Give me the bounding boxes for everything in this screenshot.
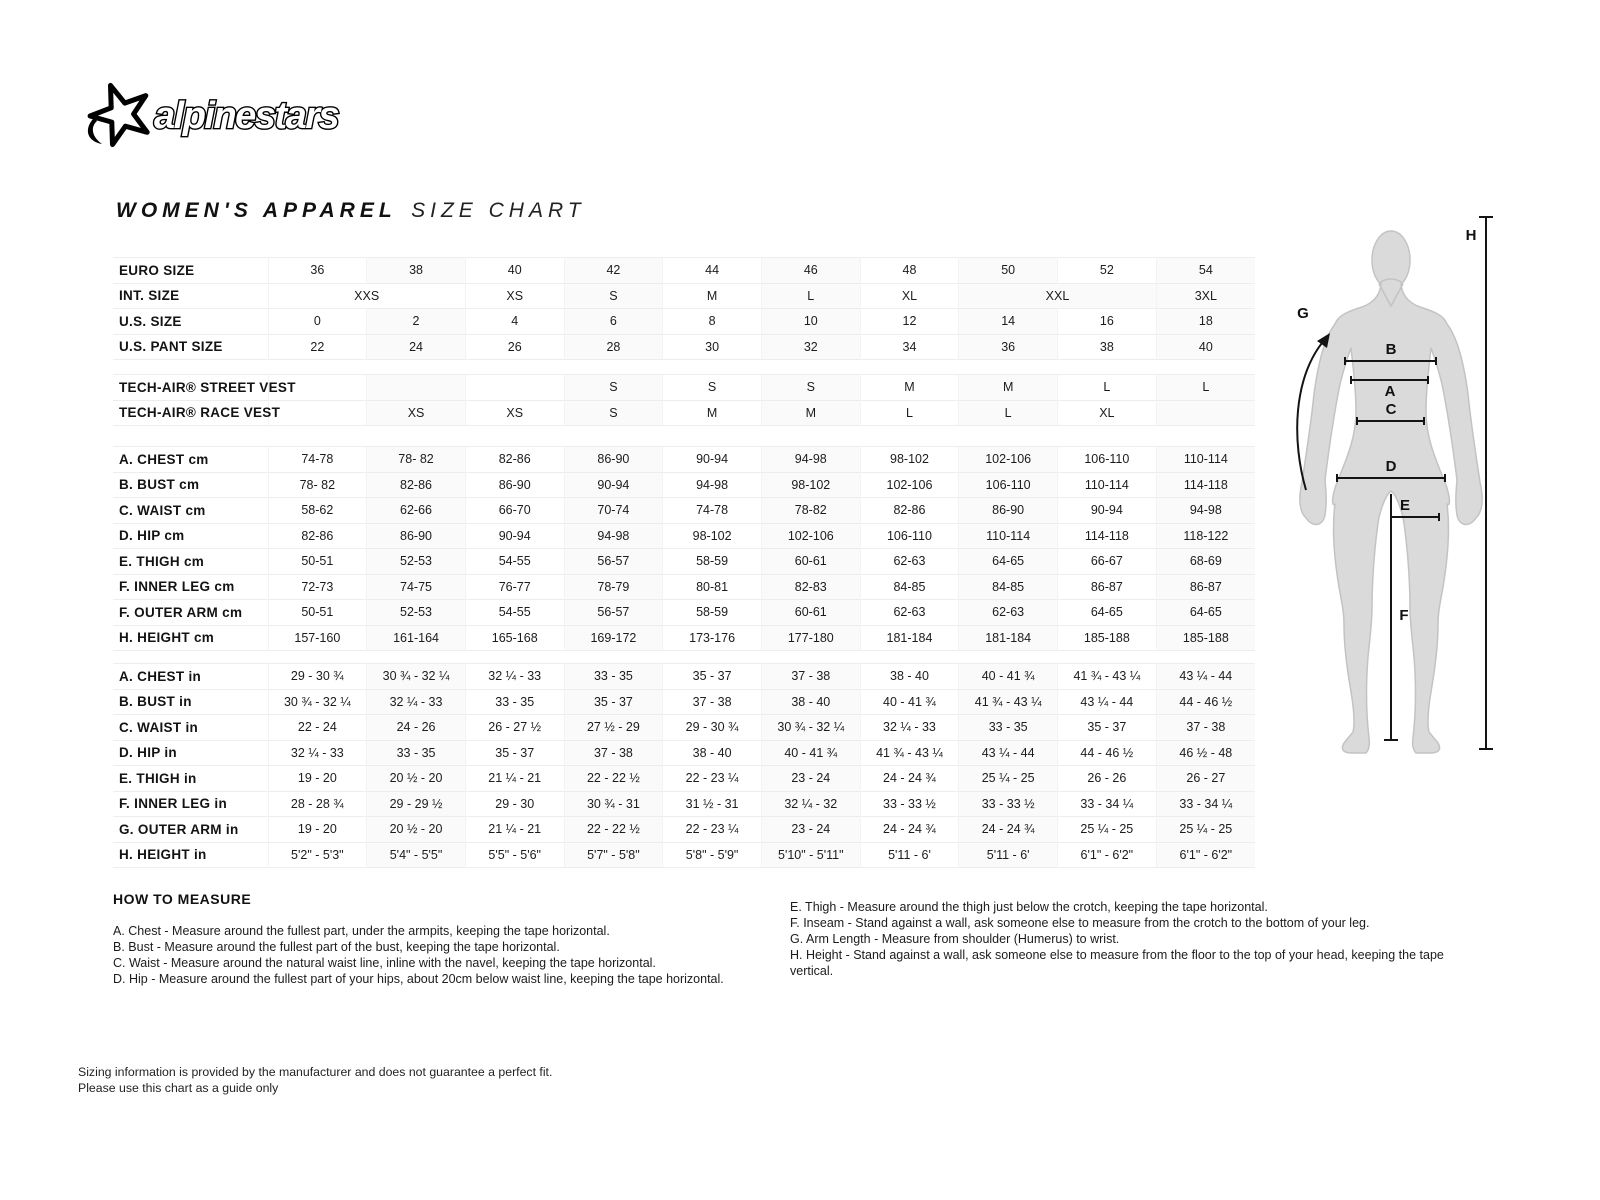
measure-instruction: G. Arm Length - Measure from shoulder (Humerus) to wrist. bbox=[790, 932, 1120, 946]
how-to-measure-left bbox=[113, 891, 833, 987]
table-row bbox=[113, 447, 1255, 473]
size-cell: XXS bbox=[268, 283, 465, 309]
size-cell: 5'11 - 6' bbox=[959, 842, 1058, 868]
size-cell: 18 bbox=[1156, 309, 1255, 335]
size-cell: 56-57 bbox=[564, 600, 663, 626]
row-label: EURO SIZE bbox=[119, 262, 195, 278]
size-cell: 41 ¾ - 43 ¼ bbox=[860, 740, 959, 766]
size-cell: 24 - 24 ¾ bbox=[959, 817, 1058, 843]
how-to-measure-right bbox=[790, 899, 1478, 979]
size-cell: 5'4" - 5'5" bbox=[367, 842, 466, 868]
size-cell: 46 ½ - 48 bbox=[1156, 740, 1255, 766]
row-label: TECH-AIR® RACE VEST bbox=[119, 405, 281, 421]
size-cell: 6'1" - 6'2" bbox=[1058, 842, 1157, 868]
row-label: C. WAIST in bbox=[119, 719, 199, 735]
size-cell: 33 - 35 bbox=[465, 689, 564, 715]
table-row bbox=[113, 472, 1255, 498]
size-cell: 66-67 bbox=[1058, 549, 1157, 575]
size-cell: 33 - 34 ¼ bbox=[1058, 791, 1157, 817]
size-cell: 98-102 bbox=[663, 523, 762, 549]
size-cell: 86-87 bbox=[1156, 574, 1255, 600]
table-row bbox=[113, 309, 1255, 335]
size-cell: 43 ¼ - 44 bbox=[1156, 664, 1255, 690]
size-cell: 62-63 bbox=[860, 600, 959, 626]
page-title-main: WOMEN'S APPAREL bbox=[116, 199, 397, 222]
size-cell: 74-75 bbox=[367, 574, 466, 600]
size-cell: 64-65 bbox=[959, 549, 1058, 575]
table-row bbox=[113, 400, 1255, 426]
size-cell: 24 bbox=[367, 334, 466, 360]
table-row bbox=[113, 740, 1255, 766]
size-cell: 52 bbox=[1058, 258, 1157, 284]
size-cell: 94-98 bbox=[1156, 498, 1255, 524]
size-cell bbox=[465, 375, 564, 401]
size-cell: 106-110 bbox=[860, 523, 959, 549]
size-cell bbox=[268, 400, 367, 426]
size-cell: 185-188 bbox=[1156, 625, 1255, 651]
label-hip: D bbox=[1385, 458, 1397, 475]
size-cell: 37 - 38 bbox=[761, 664, 860, 690]
size-cell: 90-94 bbox=[465, 523, 564, 549]
size-cell: 44 bbox=[663, 258, 762, 284]
size-cell: 33 - 35 bbox=[367, 740, 466, 766]
size-cell: L bbox=[1058, 375, 1157, 401]
size-cell: S bbox=[564, 283, 663, 309]
size-cell: 22 bbox=[268, 334, 367, 360]
size-cell: 98-102 bbox=[860, 447, 959, 473]
table-row bbox=[113, 817, 1255, 843]
disclaimer-line1: Sizing information is provided by the manufacturer and does not guarantee a perfect fit. bbox=[78, 1065, 553, 1079]
size-cell: 84-85 bbox=[959, 574, 1058, 600]
size-cell: 28 bbox=[564, 334, 663, 360]
size-cell: 86-90 bbox=[367, 523, 466, 549]
size-cell: 161-164 bbox=[367, 625, 466, 651]
size-cell: 20 ½ - 20 bbox=[367, 766, 466, 792]
size-table-tech-air bbox=[113, 374, 1255, 426]
size-cell: 38 - 40 bbox=[761, 689, 860, 715]
table-row bbox=[113, 791, 1255, 817]
size-cell: 6'1" - 6'2" bbox=[1156, 842, 1255, 868]
size-cell: 48 bbox=[860, 258, 959, 284]
size-cell: 38 - 40 bbox=[663, 740, 762, 766]
row-label: F. INNER LEG in bbox=[119, 796, 228, 812]
row-label: G. OUTER ARM in bbox=[119, 821, 239, 837]
size-cell: S bbox=[663, 375, 762, 401]
row-label: F. INNER LEG cm bbox=[119, 579, 235, 595]
page-title-sub: SIZE CHART bbox=[411, 199, 586, 222]
size-cell: 36 bbox=[959, 334, 1058, 360]
size-cell: 50 bbox=[959, 258, 1058, 284]
size-cell: 32 ¼ - 33 bbox=[860, 715, 959, 741]
size-cell: 54 bbox=[1156, 258, 1255, 284]
body-measurement-diagram bbox=[1272, 212, 1496, 772]
size-cell: 32 ¼ - 32 bbox=[761, 791, 860, 817]
size-cell: 3XL bbox=[1156, 283, 1255, 309]
size-cell: 32 ¼ - 33 bbox=[367, 689, 466, 715]
size-table-cm bbox=[113, 446, 1255, 651]
size-cell: 16 bbox=[1058, 309, 1157, 335]
size-cell: 82-86 bbox=[465, 447, 564, 473]
size-cell: 30 bbox=[663, 334, 762, 360]
row-label: U.S. SIZE bbox=[119, 313, 182, 329]
size-cell: 157-160 bbox=[268, 625, 367, 651]
size-cell: 24 - 24 ¾ bbox=[860, 817, 959, 843]
size-cell: 78- 82 bbox=[367, 447, 466, 473]
size-cell: 12 bbox=[860, 309, 959, 335]
table-row bbox=[113, 766, 1255, 792]
size-cell: 6 bbox=[564, 309, 663, 335]
size-cell: 78- 82 bbox=[268, 472, 367, 498]
size-cell: 76-77 bbox=[465, 574, 564, 600]
size-cell: 82-86 bbox=[860, 498, 959, 524]
size-cell: 23 - 24 bbox=[761, 817, 860, 843]
size-cell: L bbox=[761, 283, 860, 309]
size-cell: 21 ¼ - 21 bbox=[465, 766, 564, 792]
size-cell: 14 bbox=[959, 309, 1058, 335]
row-label: H. HEIGHT cm bbox=[119, 630, 215, 646]
size-cell: 102-106 bbox=[959, 447, 1058, 473]
size-cell: 5'8" - 5'9" bbox=[663, 842, 762, 868]
size-cell bbox=[367, 375, 466, 401]
size-cell: 64-65 bbox=[1156, 600, 1255, 626]
size-cell: 24 - 26 bbox=[367, 715, 466, 741]
table-row bbox=[113, 523, 1255, 549]
size-cell: 86-87 bbox=[1058, 574, 1157, 600]
size-cell: 29 - 30 ¾ bbox=[268, 664, 367, 690]
size-cell: 5'11 - 6' bbox=[860, 842, 959, 868]
disclaimer bbox=[78, 1064, 552, 1096]
size-cell: 86-90 bbox=[959, 498, 1058, 524]
size-cell: 20 ½ - 20 bbox=[367, 817, 466, 843]
size-cell: 62-63 bbox=[959, 600, 1058, 626]
size-table-sizes bbox=[113, 257, 1255, 360]
size-cell: 74-78 bbox=[268, 447, 367, 473]
measure-instruction: D. Hip - Measure around the fullest part of your hips, about 20cm below waist line, keeping the tape horizontal. bbox=[113, 972, 724, 986]
size-cell: 44 - 46 ½ bbox=[1156, 689, 1255, 715]
size-cell: S bbox=[564, 375, 663, 401]
size-cell: M bbox=[761, 400, 860, 426]
size-cell: 22 - 24 bbox=[268, 715, 367, 741]
size-cell: 5'5" - 5'6" bbox=[465, 842, 564, 868]
size-cell: 40 bbox=[1156, 334, 1255, 360]
size-cell: 90-94 bbox=[1058, 498, 1157, 524]
size-cell: 94-98 bbox=[564, 523, 663, 549]
size-cell: XS bbox=[465, 283, 564, 309]
measure-instruction: H. Height - Stand against a wall, ask someone else to measure from the floor to the top of your head, keeping the tape vertical. bbox=[790, 948, 1444, 978]
row-label: TECH-AIR® STREET VEST bbox=[119, 379, 296, 395]
size-cell: 30 ¾ - 32 ¼ bbox=[367, 664, 466, 690]
table-row bbox=[113, 625, 1255, 651]
size-cell: S bbox=[761, 375, 860, 401]
size-cell: M bbox=[959, 375, 1058, 401]
size-cell: 40 bbox=[465, 258, 564, 284]
row-label: B. BUST cm bbox=[119, 477, 200, 493]
row-label: A. CHEST cm bbox=[119, 451, 209, 467]
size-cell: 5'10" - 5'11" bbox=[761, 842, 860, 868]
size-cell: 58-59 bbox=[663, 549, 762, 575]
table-row bbox=[113, 498, 1255, 524]
size-cell: 52-53 bbox=[367, 549, 466, 575]
size-cell bbox=[1156, 400, 1255, 426]
size-cell: 33 - 33 ½ bbox=[860, 791, 959, 817]
size-cell: 60-61 bbox=[761, 600, 860, 626]
size-cell: 82-86 bbox=[367, 472, 466, 498]
size-cell: 4 bbox=[465, 309, 564, 335]
measure-instructions-e-h bbox=[790, 899, 1478, 979]
table-row bbox=[113, 600, 1255, 626]
size-cell: 29 - 30 bbox=[465, 791, 564, 817]
size-cell: XS bbox=[367, 400, 466, 426]
size-cell: 25 ¼ - 25 bbox=[1058, 817, 1157, 843]
table-row bbox=[113, 842, 1255, 868]
size-cell: 114-118 bbox=[1156, 472, 1255, 498]
table-row bbox=[113, 549, 1255, 575]
size-cell: 40 - 41 ¾ bbox=[761, 740, 860, 766]
measure-instruction: C. Waist - Measure around the natural waist line, inline with the navel, keeping the tape horizontal. bbox=[113, 956, 656, 970]
size-cell: 106-110 bbox=[1058, 447, 1157, 473]
row-label: C. WAIST cm bbox=[119, 502, 206, 518]
size-cell: XXL bbox=[959, 283, 1156, 309]
size-cell: 32 ¼ - 33 bbox=[268, 740, 367, 766]
size-cell: 90-94 bbox=[564, 472, 663, 498]
size-cell: 25 ¼ - 25 bbox=[959, 766, 1058, 792]
size-cell: 43 ¼ - 44 bbox=[1058, 689, 1157, 715]
size-cell: 58-62 bbox=[268, 498, 367, 524]
row-label: H. HEIGHT in bbox=[119, 847, 207, 863]
size-cell: 21 ¼ - 21 bbox=[465, 817, 564, 843]
table-row bbox=[113, 375, 1255, 401]
size-cell: 86-90 bbox=[465, 472, 564, 498]
size-cell: 82-86 bbox=[268, 523, 367, 549]
size-cell: 40 - 41 ¾ bbox=[860, 689, 959, 715]
alpinestars-logo bbox=[80, 74, 400, 152]
size-cell: 22 - 23 ¼ bbox=[663, 817, 762, 843]
size-cell: 36 bbox=[268, 258, 367, 284]
size-cell: 19 - 20 bbox=[268, 817, 367, 843]
size-cell: 78-79 bbox=[564, 574, 663, 600]
size-cell: 28 - 28 ¾ bbox=[268, 791, 367, 817]
size-cell: 90-94 bbox=[663, 447, 762, 473]
size-cell: 82-83 bbox=[761, 574, 860, 600]
size-cell: 118-122 bbox=[1156, 523, 1255, 549]
size-cell: 60-61 bbox=[761, 549, 860, 575]
row-label: D. HIP cm bbox=[119, 528, 185, 544]
size-cell: 64-65 bbox=[1058, 600, 1157, 626]
size-cell: 72-73 bbox=[268, 574, 367, 600]
row-label: E. THIGH in bbox=[119, 770, 197, 786]
label-height: H bbox=[1465, 227, 1477, 244]
disclaimer-line2: Please use this chart as a guide only bbox=[78, 1081, 279, 1095]
size-cell: 177-180 bbox=[761, 625, 860, 651]
size-cell: 110-114 bbox=[1058, 472, 1157, 498]
size-cell: 44 - 46 ½ bbox=[1058, 740, 1157, 766]
size-cell: 38 bbox=[1058, 334, 1157, 360]
table-row bbox=[113, 258, 1255, 284]
size-cell: 5'7" - 5'8" bbox=[564, 842, 663, 868]
size-cell: 37 - 38 bbox=[1156, 715, 1255, 741]
size-cell: 50-51 bbox=[268, 549, 367, 575]
size-cell: 38 bbox=[367, 258, 466, 284]
size-cell: 110-114 bbox=[959, 523, 1058, 549]
row-label: D. HIP in bbox=[119, 745, 177, 761]
size-cell: 114-118 bbox=[1058, 523, 1157, 549]
size-cell: 27 ½ - 29 bbox=[564, 715, 663, 741]
size-cell: 22 - 23 ¼ bbox=[663, 766, 762, 792]
size-cell: 31 ½ - 31 bbox=[663, 791, 762, 817]
size-cell: 56-57 bbox=[564, 549, 663, 575]
label-waist: C bbox=[1385, 401, 1397, 418]
page-title bbox=[116, 199, 586, 223]
size-cell: 102-106 bbox=[761, 523, 860, 549]
row-label: E. THIGH cm bbox=[119, 553, 205, 569]
size-cell: M bbox=[663, 283, 762, 309]
table-row bbox=[113, 715, 1255, 741]
size-cell: 40 - 41 ¾ bbox=[959, 664, 1058, 690]
size-cell: 94-98 bbox=[663, 472, 762, 498]
size-cell: 84-85 bbox=[860, 574, 959, 600]
table-row bbox=[113, 689, 1255, 715]
measure-instructions-a-d bbox=[113, 923, 833, 987]
label-chest: A bbox=[1384, 383, 1396, 400]
size-cell: 106-110 bbox=[959, 472, 1058, 498]
size-cell: 80-81 bbox=[663, 574, 762, 600]
size-cell: 41 ¾ - 43 ¼ bbox=[959, 689, 1058, 715]
size-cell: 50-51 bbox=[268, 600, 367, 626]
size-cell: 54-55 bbox=[465, 549, 564, 575]
size-cell: 33 - 33 ½ bbox=[959, 791, 1058, 817]
size-cell: 35 - 37 bbox=[564, 689, 663, 715]
size-cell: 173-176 bbox=[663, 625, 762, 651]
size-cell: 23 - 24 bbox=[761, 766, 860, 792]
size-cell: 181-184 bbox=[860, 625, 959, 651]
measure-instruction: B. Bust - Measure around the fullest part of the bust, keeping the tape horizontal. bbox=[113, 940, 560, 954]
table-row bbox=[113, 283, 1255, 309]
measure-instruction: E. Thigh - Measure around the thigh just below the crotch, keeping the tape horizontal. bbox=[790, 900, 1268, 914]
size-cell: 74-78 bbox=[663, 498, 762, 524]
table-row bbox=[113, 664, 1255, 690]
measure-instruction: A. Chest - Measure around the fullest part, under the armpits, keeping the tape horizontal. bbox=[113, 924, 610, 938]
size-cell: 43 ¼ - 44 bbox=[959, 740, 1058, 766]
size-cell: 22 - 22 ½ bbox=[564, 766, 663, 792]
size-cell: 37 - 38 bbox=[663, 689, 762, 715]
measure-instruction: F. Inseam - Stand against a wall, ask someone else to measure from the crotch to the bottom of your leg. bbox=[790, 916, 1370, 930]
size-cell: 33 - 35 bbox=[959, 715, 1058, 741]
size-cell: 165-168 bbox=[465, 625, 564, 651]
size-cell: 86-90 bbox=[564, 447, 663, 473]
size-cell: 26 bbox=[465, 334, 564, 360]
size-cell: 38 - 40 bbox=[860, 664, 959, 690]
row-label: A. CHEST in bbox=[119, 668, 202, 684]
size-table-inches bbox=[113, 663, 1255, 868]
size-cell: 32 bbox=[761, 334, 860, 360]
size-cell: 37 - 38 bbox=[564, 740, 663, 766]
size-cell: 0 bbox=[268, 309, 367, 335]
size-cell: 52-53 bbox=[367, 600, 466, 626]
size-cell: 94-98 bbox=[761, 447, 860, 473]
row-label: U.S. PANT SIZE bbox=[119, 339, 223, 355]
size-cell: 29 - 30 ¾ bbox=[663, 715, 762, 741]
size-cell: 30 ¾ - 31 bbox=[564, 791, 663, 817]
size-cell: XL bbox=[860, 283, 959, 309]
size-cell: M bbox=[860, 375, 959, 401]
size-cell: 35 - 37 bbox=[465, 740, 564, 766]
row-label: F. OUTER ARM cm bbox=[119, 604, 243, 620]
size-cell: 41 ¾ - 43 ¼ bbox=[1058, 664, 1157, 690]
size-cell: 5'2" - 5'3" bbox=[268, 842, 367, 868]
alpinestars-star-icon bbox=[80, 74, 400, 152]
size-cell: 33 - 35 bbox=[564, 664, 663, 690]
size-cell: 26 - 27 ½ bbox=[465, 715, 564, 741]
size-cell: 35 - 37 bbox=[1058, 715, 1157, 741]
size-cell: 42 bbox=[564, 258, 663, 284]
size-cell: 58-59 bbox=[663, 600, 762, 626]
size-cell: XS bbox=[465, 400, 564, 426]
logo-wordmark: alpinestars bbox=[154, 95, 339, 137]
size-cell: 70-74 bbox=[564, 498, 663, 524]
size-cell: XL bbox=[1058, 400, 1157, 426]
size-cell: L bbox=[1156, 375, 1255, 401]
size-cell: 181-184 bbox=[959, 625, 1058, 651]
label-bust: B bbox=[1385, 341, 1397, 358]
size-cell: S bbox=[564, 400, 663, 426]
size-cell: 8 bbox=[663, 309, 762, 335]
label-inseam: F bbox=[1399, 607, 1409, 624]
row-label: B. BUST in bbox=[119, 694, 192, 710]
size-cell: 29 - 29 ½ bbox=[367, 791, 466, 817]
size-cell: 25 ¼ - 25 bbox=[1156, 817, 1255, 843]
size-cell: 26 - 26 bbox=[1058, 766, 1157, 792]
inseam-line bbox=[1384, 494, 1398, 740]
size-chart bbox=[113, 257, 1255, 868]
size-cell: 26 - 27 bbox=[1156, 766, 1255, 792]
size-cell: L bbox=[959, 400, 1058, 426]
size-cell: 33 - 34 ¼ bbox=[1156, 791, 1255, 817]
size-cell: 35 - 37 bbox=[663, 664, 762, 690]
size-cell: 98-102 bbox=[761, 472, 860, 498]
size-cell: 68-69 bbox=[1156, 549, 1255, 575]
size-cell: 66-70 bbox=[465, 498, 564, 524]
table-row bbox=[113, 574, 1255, 600]
row-label: INT. SIZE bbox=[119, 288, 180, 304]
size-cell: 46 bbox=[761, 258, 860, 284]
label-thigh: E bbox=[1399, 497, 1411, 514]
height-line bbox=[1479, 217, 1493, 749]
size-cell: 62-63 bbox=[860, 549, 959, 575]
size-cell: 62-66 bbox=[367, 498, 466, 524]
size-cell: 30 ¾ - 32 ¼ bbox=[761, 715, 860, 741]
size-cell: 34 bbox=[860, 334, 959, 360]
size-cell: M bbox=[663, 400, 762, 426]
size-cell: 185-188 bbox=[1058, 625, 1157, 651]
size-cell: 30 ¾ - 32 ¼ bbox=[268, 689, 367, 715]
size-cell: 32 ¼ - 33 bbox=[465, 664, 564, 690]
table-row bbox=[113, 334, 1255, 360]
size-cell: L bbox=[860, 400, 959, 426]
size-cell: 2 bbox=[367, 309, 466, 335]
size-cell: 78-82 bbox=[761, 498, 860, 524]
how-to-measure-heading: HOW TO MEASURE bbox=[113, 891, 252, 907]
size-cell: 10 bbox=[761, 309, 860, 335]
size-cell: 110-114 bbox=[1156, 447, 1255, 473]
size-cell: 24 - 24 ¾ bbox=[860, 766, 959, 792]
size-cell: 54-55 bbox=[465, 600, 564, 626]
size-cell: 169-172 bbox=[564, 625, 663, 651]
label-arm: G bbox=[1297, 305, 1309, 322]
size-cell: 19 - 20 bbox=[268, 766, 367, 792]
size-cell: 102-106 bbox=[860, 472, 959, 498]
size-cell: 22 - 22 ½ bbox=[564, 817, 663, 843]
